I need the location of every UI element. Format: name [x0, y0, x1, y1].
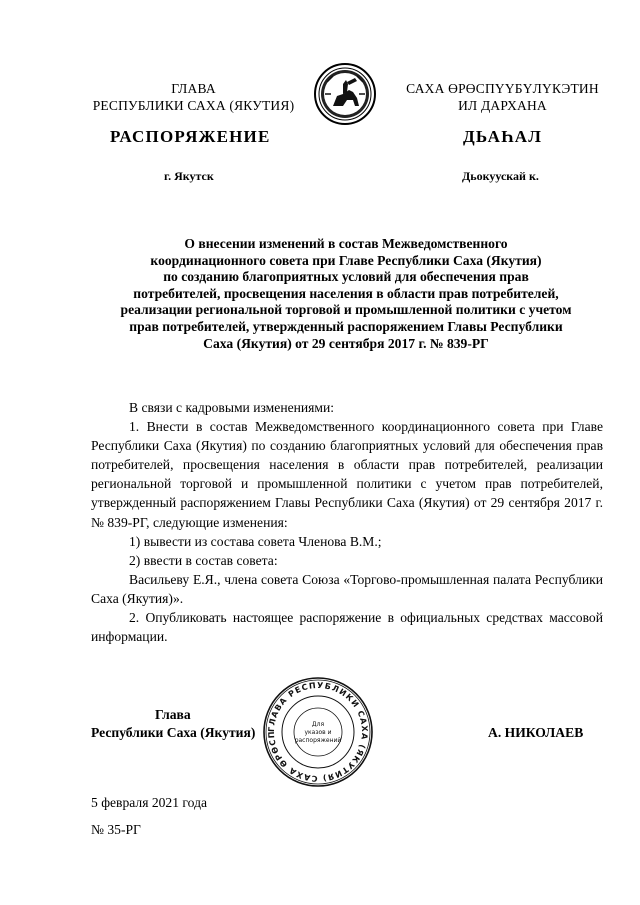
- issuer-sakha: [390, 80, 615, 114]
- document-number: № 35-РГ: [91, 822, 141, 837]
- title-line: О внесении изменений в состав Межведомственного: [184, 236, 508, 251]
- city-ru: г. Якутск: [164, 169, 214, 183]
- title-line: по созданию благоприятных условий для обеспечения прав: [163, 269, 529, 285]
- doc-type-sakha: ДЬАҺАЛ: [463, 127, 543, 146]
- document-date: 5 февраля 2021 года: [91, 795, 208, 810]
- svg-text:указов и: указов и: [304, 729, 332, 736]
- body-item-1: 1. Внести в состав Межведомственного координационного совета при Главе Республики Саха (Якутия) по созданию благоприятных условий для обеспечения прав потребителей, просвещения населения в области прав потребителей, реализации региональной торговой и промышленной политики с учетом прав потребителей, утвержденный распоряжением Главы Республики Саха (Якутия) от 29 сентября 2017 г. № 839-РГ, следующие изменения:: [91, 419, 603, 530]
- document-body: [91, 398, 603, 646]
- doc-type-ru: РАСПОРЯЖЕНИЕ: [110, 127, 271, 146]
- city-sakha: Дьокуускай к.: [462, 169, 539, 183]
- title-line: реализации региональной торговой и промышленной политики с учетом: [120, 302, 572, 318]
- body-member: Васильеву Е.Я., члена совета Союза «Торгово-промышленная палата Республики Саха (Якутия)».: [91, 571, 603, 606]
- svg-text:распоряжений: распоряжений: [294, 737, 342, 744]
- seal-text: ГЛАВА РЕСПУБЛИКИ САХА (ЯКУТИЯ) САХА ӨРӨСП: [266, 680, 370, 784]
- body-subitem-2: 2) ввести в состав совета:: [129, 552, 278, 568]
- issuer-ru-line1: ГЛАВА: [171, 81, 216, 96]
- issuer-ru: [86, 80, 301, 114]
- title-line: Саха (Якутия) от 29 сентября 2017 г. № 839-РГ: [203, 335, 489, 351]
- official-seal-icon: [262, 676, 374, 788]
- issuer-ru-line2: РЕСПУБЛИКИ САХА (ЯКУТИЯ): [92, 98, 295, 113]
- body-intro: В связи с кадровыми изменениями:: [129, 400, 335, 415]
- signature-name: А. НИКОЛАЕВ: [488, 725, 584, 740]
- document-title: [86, 236, 606, 352]
- body-subitem-1: 1) вывести из состава совета Членова В.М.;: [129, 533, 382, 549]
- svg-text:Для: Для: [311, 721, 325, 728]
- republic-emblem-icon: [313, 62, 377, 126]
- issuer-sakha-line1: САХА ӨРӨСПҮҮБҮЛҮКЭТИН: [406, 81, 599, 96]
- body-item-2: 2. Опубликовать настоящее распоряжение в официальных средствах массовой информации.: [91, 610, 603, 645]
- title-line: прав потребителей, утвержденный распоряжением Главы Республики: [129, 318, 563, 334]
- issuer-sakha-line2: ИЛ ДАРХАНА: [458, 98, 547, 113]
- signature-title-line2: Республики Саха (Якутия): [91, 725, 256, 740]
- signature-title-line1: Глава: [155, 707, 191, 722]
- title-line: координационного совета при Главе Республики Саха (Якутия): [150, 252, 542, 268]
- title-line: потребителей, просвещения населения в области прав потребителей,: [133, 285, 559, 301]
